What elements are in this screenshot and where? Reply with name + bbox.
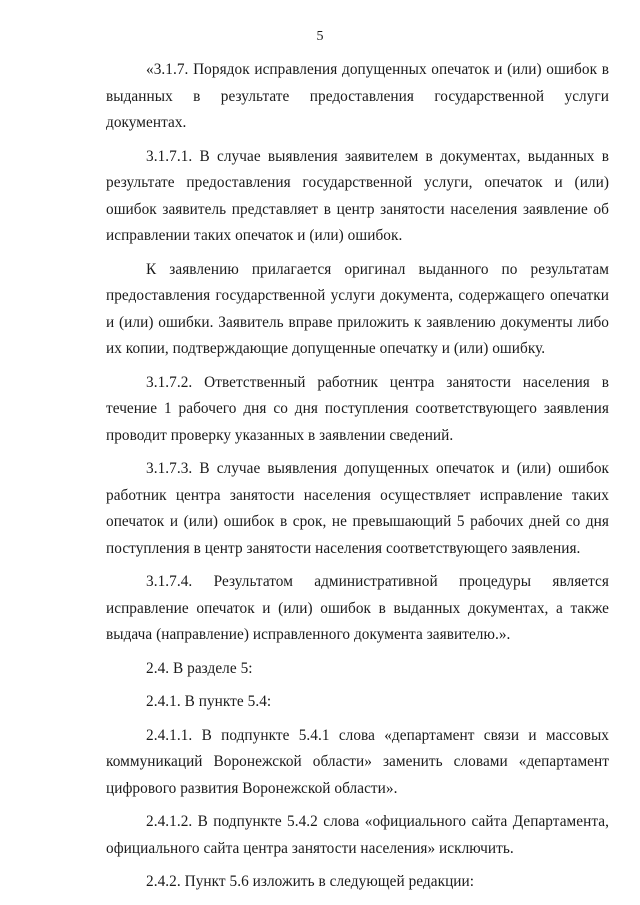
document-body [106, 57, 609, 903]
paragraph-3-1-7-1: 3.1.7.1. В случае выявления заявителем в документах, выданных в результате предоставления государственной услуги, опечаток и (или) ошибок заявитель представляет в центр занятости населения заявление об исправлении таких опечаток и (или) ошибок. [106, 147, 609, 244]
paragraph-attachment: К заявлению прилагается оригинал выданного по результатам предоставления государственной услуги документа, содержащего опечатки и (или) ошибки. Заявитель вправе приложить к заявлению документы либо их копии, подтверждающие допущенные опечатку и (или) ошибку. [106, 260, 609, 357]
paragraph-2-4: 2.4. В разделе 5: [146, 659, 253, 677]
paragraph-3-1-7-3: 3.1.7.3. В случае выявления допущенных опечаток и (или) ошибок работник центра занятости населения осуществляет исправление таких опечаток и (или) ошибок в срок, не превышающий 5 рабочих дней со дня поступления в центр занятости населения соответствующего заявления. [106, 460, 609, 557]
paragraph-3-1-7-4: 3.1.7.4. Результатом административной процедуры является исправление опечаток и (или) ошибок в выданных документах, а также выдача (направление) исправленного документа заявителю.». [106, 573, 609, 643]
paragraph-3-1-7-2: 3.1.7.2. Ответственный работник центра занятости населения в течение 1 рабочего дня со дня поступления соответствующего заявления проводит проверку указанных в заявлении сведений. [106, 373, 609, 444]
paragraph-2-4-1-1: 2.4.1.1. В подпункте 5.4.1 слова «департамент связи и массовых коммуникаций Воронежской области» заменить словами «департамент цифрового развития Воронежской области». [106, 726, 609, 797]
paragraph-2-4-2: 2.4.2. Пункт 5.6 изложить в следующей редакции: [146, 873, 475, 890]
paragraph-3-1-7: «3.1.7. Порядок исправления допущенных опечаток и (или) ошибок в выданных в результате предоставления государственной услуги документах. [106, 61, 609, 131]
page-number: 5 [316, 29, 324, 44]
paragraph-2-4-1: 2.4.1. В пункте 5.4: [146, 693, 272, 710]
paragraph-2-4-1-2: 2.4.1.2. В подпункте 5.4.2 слова «официального сайта Департамента, официального сайта центра занятости населения» исключить. [106, 813, 609, 857]
